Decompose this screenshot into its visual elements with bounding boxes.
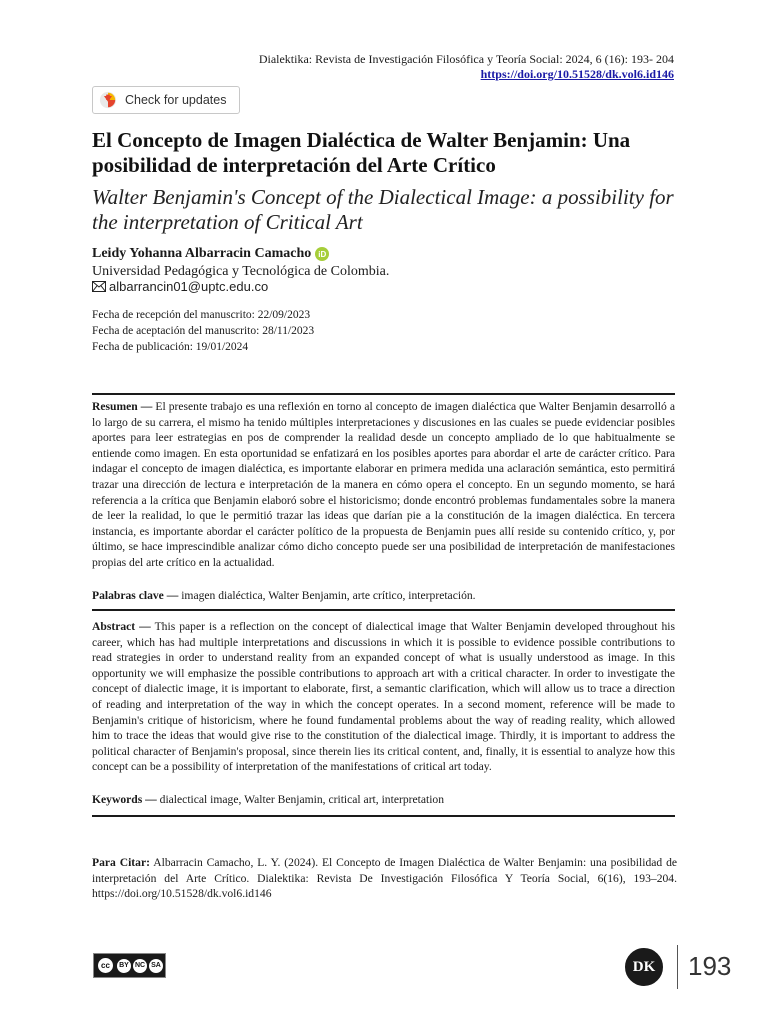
palabras-clave-text: imagen dialéctica, Walter Benjamin, arte crítico, interpretación. [181,589,476,602]
citation [92,855,677,902]
divider-top [92,393,675,395]
abstract-label: Abstract — [92,620,151,633]
keywords [92,792,675,807]
keywords-label: Keywords — [92,793,157,806]
cc-license-badge[interactable] [93,953,166,978]
journal-header [259,52,674,82]
citation-text: Albarracin Camacho, L. Y. (2024). El Concepto de Imagen Dialéctica de Walter Benjamin: una posibilidad de interpretación del Arte Crítico. Dialektika: Revista De Investigación Filosófica Y Teoría Social, 6(16), 193–204. https://doi.org/10.51528/dk.vol6.id146 [92,856,678,901]
doi-link[interactable]: https://doi.org/10.51528/dk.vol6.id146 [480,67,674,81]
date-received: Fecha de recepción del manuscrito: 22/09/2023 [92,309,311,321]
article-title-english: Walter Benjamin's Concept of the Dialectical Image: a possibility for the interpretation of Critical Art [92,185,674,234]
resumen-label: Resumen — [92,400,153,413]
nc-icon: NC [133,959,147,973]
by-icon: BY [117,959,131,973]
sa-icon: SA [149,959,163,973]
author-name: Leidy Yohanna Albarracin Camacho [92,246,312,261]
citation-label: Para Citar: [92,856,150,869]
abstract-paragraph [92,619,675,775]
divider-bottom [92,815,675,817]
page-number-divider [677,945,678,989]
journal-citation-line: Dialektika: Revista de Investigación Filosófica y Teoría Social: 2024, 6 (16): 193- 204 [258,52,674,66]
article-title-spanish: El Concepto de Imagen Dialéctica de Walter Benjamin: Una posibilidad de interpretación del Arte Crítico [92,128,631,177]
resumen-paragraph [92,399,675,571]
manuscript-dates [92,307,314,355]
check-updates-label: Check for updates [125,93,227,107]
resumen-text: El presente trabajo es una reflexión en torno al concepto de imagen dialéctica que Walter Benjamin desarrolló a lo largo de su carrera, el mismo ha tenido múltiples interpretaciones y discusiones en las cuales se puede evidenciar posibles aportes para leer estrategias en pos de comprender la realidad desde un concepto ampliado de lo que habitualmente se entiende como imagen. En esta oportunidad se enfatizará en los posibles aportes para abordar el arte de carácter crítico. Para indagar el concepto de imagen dialéctica, es importante elaborar en primera medida una aclaración semántica, esto permitirá trazar una dirección de lectura e interpretación de la manera en cómo opera el concepto. En un segundo momento, se hará referencia a la crítica que Benjamin elaboró sobre el historicismo; donde encontró problemas fundamentales sobre la manera de leer la realidad, lo que le permitió trazar las ideas que darían pie a la constitución de la imagen dialéctica. En tercera instancia, es importante abordar el carácter político de la propuesta de Benjamin pues allí reside su contenido crítico, y, por último, se hace imprescindible analizar cómo dicho concepto puede ser una posibilidad de interpretación de manifestaciones propias del arte crítico en la actualidad. [92,400,675,569]
cc-icon: cc [96,956,115,975]
dialektika-logo: DK [625,948,663,986]
keywords-text: dialectical image, Walter Benjamin, critical art, interpretation [159,793,445,806]
author [92,246,329,262]
palabras-clave [92,588,675,603]
check-for-updates-button[interactable] [92,86,240,114]
author-email[interactable] [92,279,268,294]
email-address: albarrancin01@uptc.edu.co [109,279,269,294]
abstract-text: This paper is a reflection on the concept of dialectical image that Walter Benjamin developed throughout his career, which has had multiple interpretations and discussions in which it is possible to evidence possible contributions to read strategies in order to understand reality from an expanded concept of what is usually understood as image. In this opportunity we will emphasize the possible contributions to approach art with a critical character. In order to investigate the concept of dialectic image, it is important to elaborate, first, a semantic clarification, which will allow us to trace a direction of reading and interpretation of the way in which the concept operates. In a second moment, reference will be made to Benjamin's critique of historicism, where he found fundamental problems about the way of reading reality, which allowed him to trace the ideas that would give rise to the constitution of the dialectical image. Thirdly, it is important to address the political character of Benjamin's proposal, since therein lies its critical content, and, finally, it is essential to analyze how this concept can be a possibility of interpretation of the manifestations of critical art today. [92,620,675,774]
date-accepted: Fecha de aceptación del manuscrito: 28/11/2023 [92,325,315,337]
check-updates-icon [99,91,117,109]
divider-middle [92,609,675,611]
envelope-icon [92,281,106,292]
author-affiliation: Universidad Pedagógica y Tecnológica de Colombia. [92,264,390,279]
page-number: 193 [688,951,732,981]
orcid-icon[interactable]: iD [315,247,329,261]
date-published: Fecha de publicación: 19/01/2024 [92,341,249,353]
palabras-clave-label: Palabras clave — [92,589,179,602]
